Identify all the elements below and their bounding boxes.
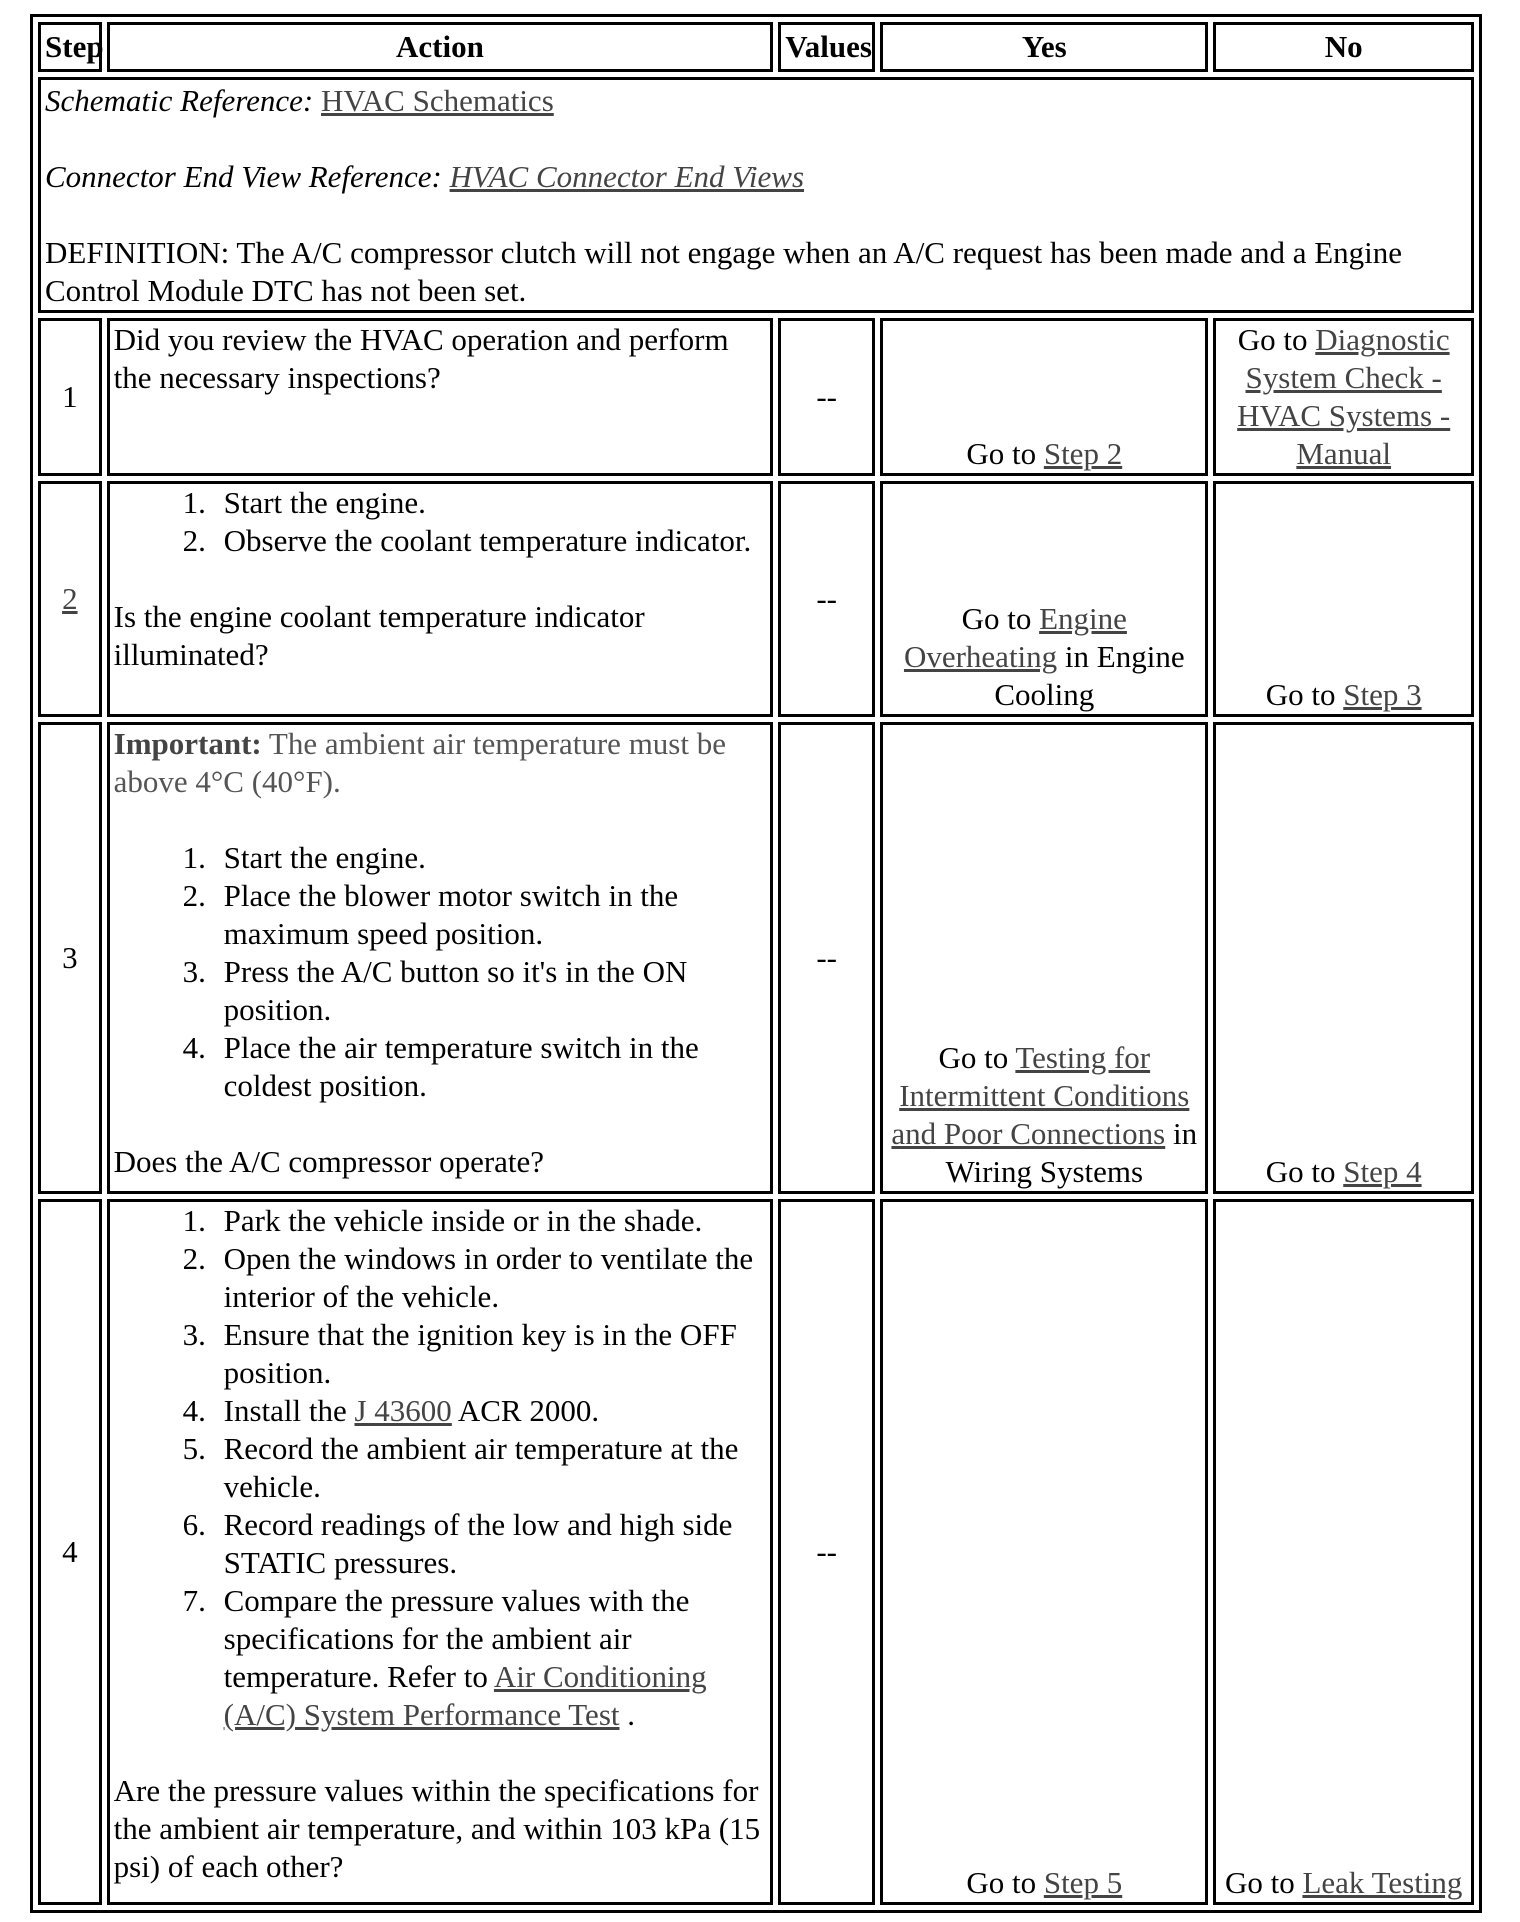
list-item: 2. Open the windows in order to ventilate the interior of the vehicle.: [214, 1240, 767, 1316]
tool-link[interactable]: J 43600: [354, 1393, 452, 1428]
list-item: 1. Park the vehicle inside or in the shade.: [214, 1202, 767, 1240]
table-row: [38, 722, 1474, 1194]
action-cell: [107, 722, 774, 1194]
list-item: 1. Start the engine.: [214, 839, 767, 877]
header-action: Action: [107, 22, 774, 72]
values-cell: --: [778, 1199, 875, 1905]
no-link[interactable]: Diagnostic System Check - HVAC Systems - Manual: [1237, 322, 1451, 471]
table-row: [38, 481, 1474, 717]
yes-link[interactable]: Testing for Intermittent Conditions and Poor Connections: [891, 1040, 1190, 1151]
step-number: 3: [38, 722, 102, 1194]
no-cell: [1213, 318, 1474, 476]
step-number: 4: [38, 1199, 102, 1905]
spacer: [114, 801, 767, 839]
no-prefix: Go to: [1237, 322, 1316, 357]
no-prefix: Go to: [1265, 677, 1344, 712]
header-yes: Yes: [880, 22, 1208, 72]
connector-link[interactable]: HVAC Connector End Views: [449, 159, 805, 194]
important-note: [114, 725, 767, 801]
list-item: 5. Record the ambient air temperature at the vehicle.: [214, 1430, 767, 1506]
action-question: Are the pressure values within the specifications for the ambient air temperature, and within 103 kPa (15 psi) of each other?: [113, 1773, 761, 1884]
list-item: [214, 1392, 767, 1430]
header-values: Values: [778, 22, 875, 72]
yes-link[interactable]: Engine Overheating: [903, 601, 1127, 674]
list-item: 6. Record readings of the low and high side STATIC pressures.: [214, 1506, 767, 1582]
spacer: [114, 560, 767, 598]
schematic-reference-label: Schematic Reference:: [45, 83, 314, 118]
list-item: 1. Start the engine.: [214, 484, 767, 522]
step-text: .: [619, 1697, 635, 1732]
no-link[interactable]: Step 3: [1343, 677, 1422, 712]
no-cell: [1213, 722, 1474, 1194]
important-label: Important:: [113, 726, 262, 761]
no-prefix: Go to: [1224, 1865, 1303, 1900]
step-number: 1: [38, 318, 102, 476]
yes-suffix: in Engine Cooling: [994, 639, 1185, 712]
header-step: Step: [38, 22, 102, 72]
action-question: Is the engine coolant temperature indicator illuminated?: [113, 599, 645, 672]
values-cell: --: [778, 722, 875, 1194]
no-prefix: Go to: [1265, 1154, 1344, 1189]
yes-suffix: in Wiring Systems: [945, 1116, 1198, 1189]
action-cell: [107, 1199, 774, 1905]
action-steps: [114, 484, 767, 560]
action-question: Does the A/C compressor operate?: [113, 1144, 545, 1179]
action-cell: [107, 318, 774, 476]
connector-reference: [45, 158, 1467, 196]
yes-cell: [880, 481, 1208, 717]
table-row: [38, 318, 1474, 476]
connector-reference-label: Connector End View Reference:: [45, 159, 442, 194]
spacer: [114, 1734, 767, 1772]
action-cell: [107, 481, 774, 717]
yes-prefix: Go to: [966, 436, 1044, 471]
important-text: The ambient air temperature must be above 4°C (40°F).: [113, 726, 726, 799]
values-cell: --: [778, 481, 875, 717]
list-item: 4. Place the air temperature switch in the coldest position.: [214, 1029, 767, 1105]
yes-cell: [880, 318, 1208, 476]
yes-cell: [880, 1199, 1208, 1905]
no-link[interactable]: Step 4: [1343, 1154, 1422, 1189]
schematic-link[interactable]: HVAC Schematics: [320, 83, 554, 118]
diagnostic-table-container: [30, 14, 1482, 1913]
schematic-reference: [45, 82, 1467, 120]
list-item: [214, 1582, 767, 1734]
yes-cell: [880, 722, 1208, 1194]
yes-prefix: Go to: [966, 1865, 1044, 1900]
step-text: ACR 2000.: [451, 1393, 600, 1428]
no-link[interactable]: Leak Testing: [1302, 1865, 1463, 1900]
diagnostic-table: [30, 14, 1482, 1913]
yes-prefix: Go to: [938, 1040, 1016, 1075]
performance-test-link[interactable]: Air Conditioning (A/C) System Performance Test: [223, 1659, 707, 1732]
step-text: Compare the pressure values with the specifications for the ambient air temperature. Refer to: [223, 1583, 690, 1694]
table-row: [38, 1199, 1474, 1905]
list-item: 2. Place the blower motor switch in the maximum speed position.: [214, 877, 767, 953]
definition-text: DEFINITION: The A/C compressor clutch will not engage when an A/C request has been made and a Engine Control Module DTC has not been set.: [45, 235, 1403, 308]
values-cell: --: [778, 318, 875, 476]
step-number-cell: [38, 481, 102, 717]
list-item: 3. Press the A/C button so it's in the ON position.: [214, 953, 767, 1029]
spacer: [45, 120, 1467, 158]
yes-link[interactable]: Step 5: [1043, 1865, 1123, 1900]
reference-cell: [38, 77, 1474, 313]
spacer: [114, 1105, 767, 1143]
no-cell: [1213, 481, 1474, 717]
spacer: [45, 196, 1467, 234]
step-text: Install the: [223, 1393, 355, 1428]
header-row: [38, 22, 1474, 72]
list-item: 3. Ensure that the ignition key is in the OFF position.: [214, 1316, 767, 1392]
step-number-link[interactable]: 2: [62, 581, 78, 616]
header-no: No: [1213, 22, 1474, 72]
action-steps: [114, 1202, 767, 1734]
no-cell: [1213, 1199, 1474, 1905]
action-steps: [114, 839, 767, 1105]
action-question: Did you review the HVAC operation and perform the necessary inspections?: [113, 322, 729, 395]
yes-link[interactable]: Step 2: [1043, 436, 1123, 471]
reference-row: [38, 77, 1474, 313]
list-item: 2. Observe the coolant temperature indicator.: [214, 522, 767, 560]
yes-prefix: Go to: [961, 601, 1040, 636]
